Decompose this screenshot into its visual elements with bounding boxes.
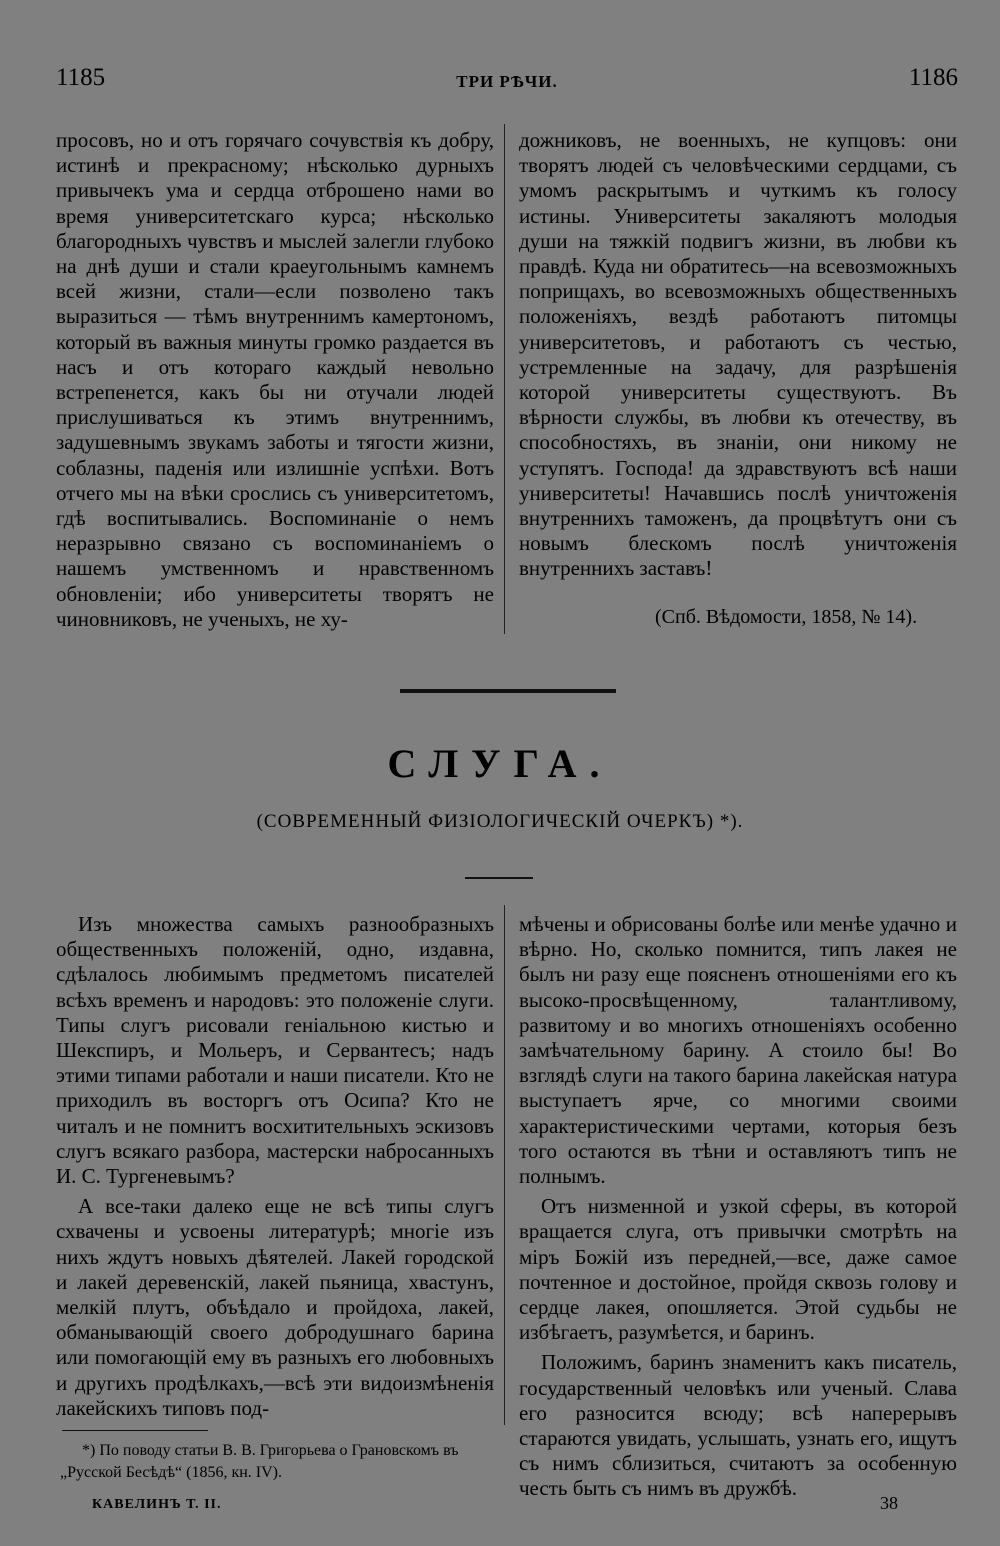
bottom-left-column [56,912,494,1421]
column-divider [504,124,505,634]
top-left-column [56,128,494,632]
footnote-text: *) По поводу статьи В. В. Григорьева о Грановскомъ въ „Русской Бесѣдѣ“ (1856, кн. IV). [60,1442,459,1481]
paragraph: просовъ, но и отъ горячаго сочувствія къ добру, истинѣ и прекрасному; нѣсколько дурныхъ привычекъ ума и сердца отброшено нами во время университетскаго курса; нѣсколько благородныхъ чувствъ и мыслей залегли глубоко на днѣ души и стали краеугольнымъ камнемъ всей жизни, стали—если позволено такъ выразиться — тѣмъ внутреннимъ камертономъ, который въ важныя минуты громко раздается въ насъ и отъ котораго каждый невольно встрепенется, какъ бы ни отучали людей прислушиваться къ этимъ внутреннимъ, задушевнымъ звукамъ заботы и тягости жизни, соблазны, паденія или излишніе успѣхи. Вотъ отчего мы на вѣки срослись съ университетомъ, гдѣ воспитывались. Воспоминаніе о немъ неразрывно связано съ воспоминаніемъ о нашемъ умственномъ и нравственномъ обновленіи; ибо университеты творятъ не чиновниковъ, не ученыхъ, не ху- [56,128,494,631]
paragraph: Положимъ, баринъ знаменитъ какъ писатель, государственный человѣкъ или ученый. Слава его разносится всюду; всѣ наперерывъ стараются увидать, услышать, узнать его, ищутъ съ нимъ сблизиться, считаютъ за особенную честь быть съ нимъ въ дружбѣ. [519,1350,957,1501]
citation: (Спб. Вѣдомости, 1858, № 14). [655,606,918,628]
section-divider [400,689,616,693]
paragraph: А все-таки далеко еще не всѣ типы слугъ схвачены и усвоены литературѣ; многіе изъ нихъ ждутъ новыхъ дѣятелей. Лакей городской и лакей деревенскій, лакей пьяница, хвастунъ, мелкій плутъ, объѣдало и пройдоха, лакей, обманывающій своего добродушнаго барина или помогающій ему въ разныхъ его любовныхъ и другихъ продѣлкахъ,—всѣ эти видоизмѣненія лакейскихъ типовъ под- [56,1194,494,1420]
page-number-right: 1186 [908,64,958,91]
title-divider [465,877,533,879]
footnote-divider [62,1430,208,1431]
running-title: ТРИ РѢЧИ. [456,72,558,91]
bottom-right-column [519,912,957,1502]
footnote [60,1440,500,1484]
article-subtitle: (СОВРЕМЕННЫЙ ФИЗІОЛОГИЧЕСКІЙ ОЧЕРКЪ) *). [256,811,744,832]
paragraph: Отъ низменной и узкой сферы, въ которой вращается слуга, отъ привычки смотрѣть на міръ Божій изъ передней,—все, даже самое почтенное и достойное, пройдя сквозь голову и сердце лакея, опошляется. Этой судьбы не избѣгаетъ, разумѣется, и баринъ. [519,1194,957,1345]
running-header [56,64,958,98]
paragraph: Изъ множества самыхъ разнообразныхъ общественныхъ положеній, одно, издавна, сдѣлалось любимымъ предметомъ писателей всѣхъ временъ и народовъ: это положеніе слуги. Типы слугъ рисовали геніальною кистью и Шекспиръ, и Мольеръ, и Сервантесъ; надъ этими типами работали и наши писатели. Кто не приходилъ въ восторгъ отъ Осипа? Кто не читалъ и не помнитъ восхитительныхъ эскизовъ слугъ всякаго разбора, мастерски набросанныхъ И. С. Тургеневымъ? [56,912,494,1189]
column-divider [504,905,505,1425]
printer-signature: КАВЕЛИНЪ Т. II. [92,1497,222,1512]
paragraph: мѣчены и обрисованы болѣе или менѣе удачно и вѣрно. Но, сколько помнится, типъ лакея не былъ ни разу еще поясненъ отношеніями его къ высоко-просвѣщенному, талантливому, развитому и во многихъ отношеніяхъ особенно замѣчательному барину. А стоило бы! Во взглядѣ слуги на такого барина лакейская натура выступаетъ ярче, со многими своими характеристическими чертами, которыя безъ того остаются въ тѣни и оставляютъ типъ не полнымъ. [519,912,957,1189]
page-number-left: 1185 [56,64,106,91]
top-right-column [519,128,957,582]
sheet-number: 38 [880,1493,898,1513]
article-title: СЛУГА. [387,741,613,786]
paragraph: дожниковъ, не военныхъ, не купцовъ: они творятъ людей съ человѣческими сердцами, съ умомъ раскрытымъ и чуткимъ къ голосу истины. Университеты закаляютъ молодыя души на тяжкій подвигъ жизни, въ любви къ правдѣ. Куда ни обратитесь—на всевозможныхъ поприщахъ, во всевозможныхъ общественныхъ положеніяхъ, вездѣ работаютъ питомцы университетовъ, и работаютъ съ честью, устремленные на задачу, для разрѣшенія которой университеты существуютъ. Въ вѣрности службы, въ любви къ отечеству, въ способностяхъ, въ знаніи, они никому не уступятъ. Господа! да здравствуютъ всѣ наши университеты! Начавшись послѣ уничтоженія внутреннихъ таможенъ, да процвѣтутъ они съ новымъ блескомъ послѣ уничтоженія внутреннихъ заставъ! [519,128,957,581]
